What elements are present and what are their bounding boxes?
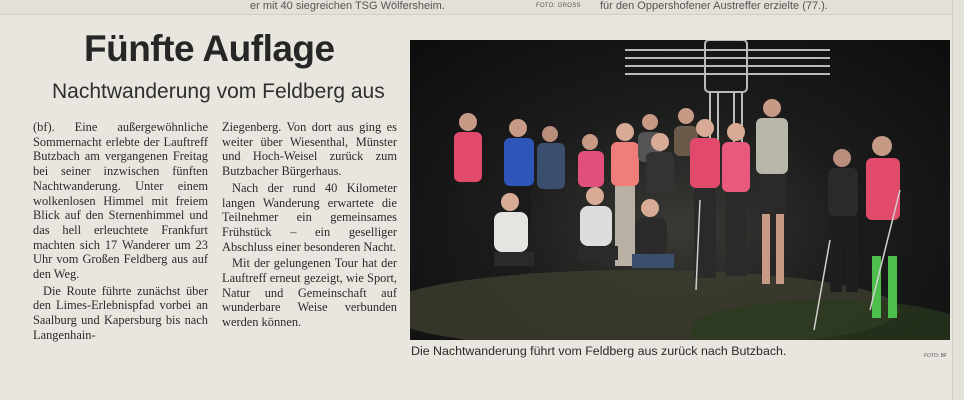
paragraph: Nach der rund 40 Kilometer langen Wanderung erwartete die Teilnehmer ein gemeinsames Frühstück – ein geselliger Abschluss einer besonderen Nacht. [222, 180, 397, 254]
paragraph: Ziegenberg. Von dort aus ging es weiter über Wiesenthal, Münster und Hoch-Weisel zurück zum Butzbacher Bürgerhaus. [222, 120, 397, 179]
group-photo [410, 40, 950, 340]
article-subheadline: Nachtwanderung vom Feldberg aus [52, 80, 385, 103]
paragraph: (bf). Eine außergewöhnliche Sommernacht erlebte der Lauftreff Butzbach am vergangenen Freitag bei seiner inzwischen fünften Nachtwanderung. Unter einem wolkenlosen Himmel mit freiem Blick auf den Sternenhimmel und das hell erleuchtete Frankfurt machten sich 17 Wanderer um 23 Uhr vom Großen Feldberg aus auf den Weg. [33, 120, 208, 282]
photo-credit: FOTO: BF [924, 353, 947, 359]
article-column-1 [33, 120, 208, 345]
page-edge [952, 0, 964, 400]
previous-article-fragment: er mit 40 siegreichen TSG Wölfersheim. [250, 0, 445, 12]
article-column-2 [222, 120, 397, 332]
paragraph: Mit der gelungenen Tour hat der Lauftreff erneut gezeigt, wie Sport, Natur und Gemeinschaft auf wunderbare Weise verbunden werden können. [222, 256, 397, 330]
photo-caption: Die Nachtwanderung führt vom Feldberg aus zurück nach Butzbach. [411, 344, 787, 358]
paragraph: Die Route führte zunächst über den Limes-Erlebnispfad vorbei an Saalburg und Kapersburg bis nach Langenhain- [33, 283, 208, 342]
previous-photo-credit: FOTO: GROSS [536, 3, 581, 9]
previous-article-fragment-right: für den Oppershofener Austreffer erzielte (77.). [600, 0, 828, 12]
previous-article-strip [0, 0, 964, 15]
group-photo-illustration [410, 40, 950, 340]
article-headline: Fünfte Auflage [84, 28, 335, 69]
